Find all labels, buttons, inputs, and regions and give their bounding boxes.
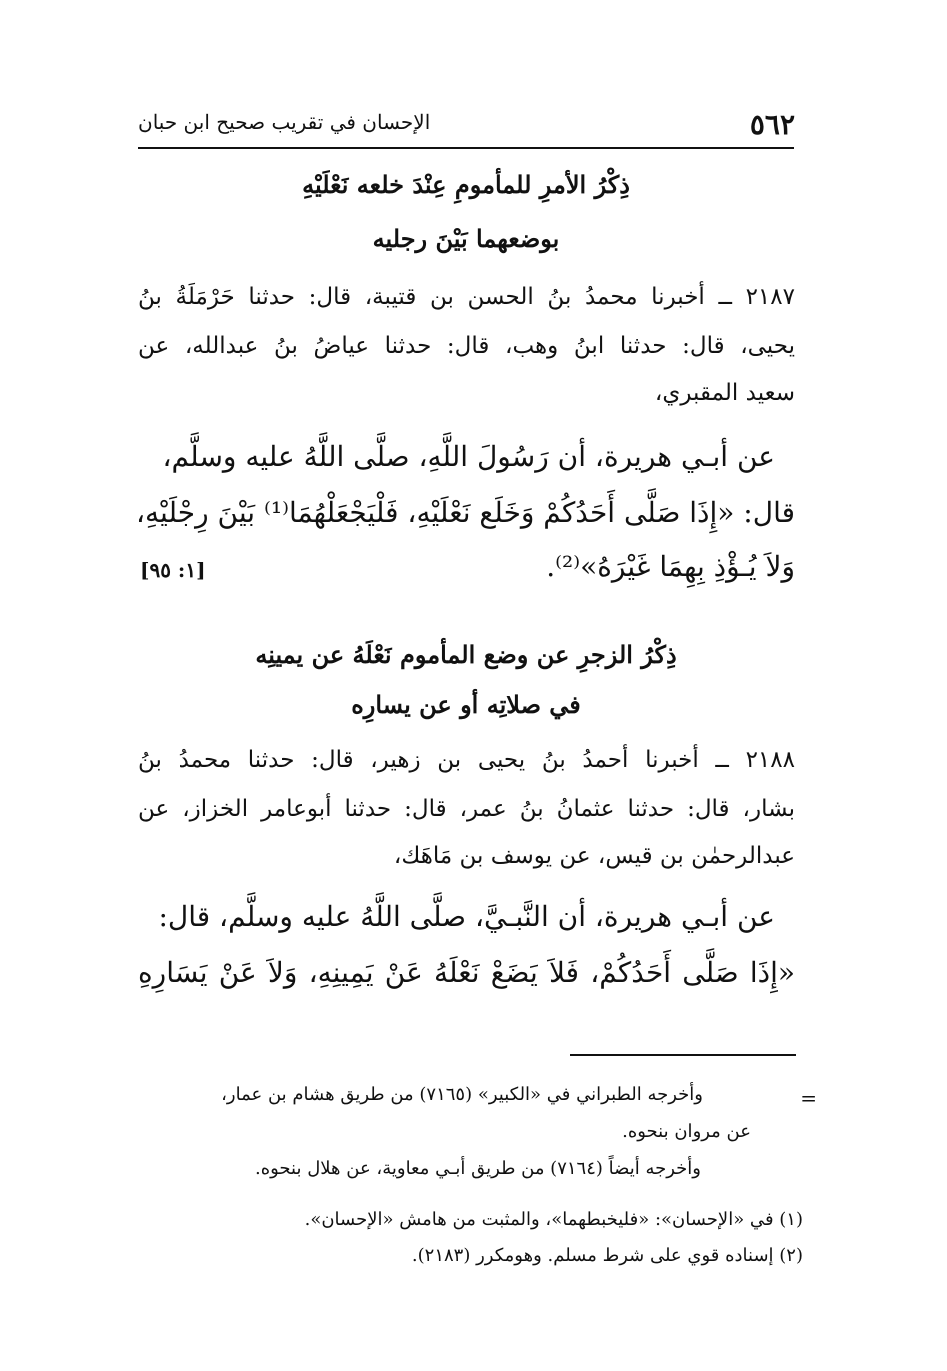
isnad-line: ٢١٨٧ ــ أخبرنا محمدُ بنُ الحسن بن قتيبة، قال: حدثنا حَرْمَلَةُ بنُ bbox=[138, 284, 795, 310]
section-subheading: بوضعهما بَيْنَ رجليه bbox=[372, 224, 560, 253]
volume-page-reference: [١: ٩٥] bbox=[140, 558, 206, 582]
section-subheading: في صلاتِه أو عن يسارِه bbox=[351, 690, 581, 719]
section-heading: ذِكْرُ الزجرِ عن وضع المأموم نَعْلَهُ عن يمينِه bbox=[255, 640, 677, 669]
footnote: (١) في «الإحسان»: «فليخبطهما»، والمثبت من هامش «الإحسان». bbox=[304, 1209, 803, 1230]
matn-line: عن أبـي هريرة، أن رَسُولَ اللَّهِ، صلَّى اللَّهُ عليه وسلَّم، bbox=[162, 440, 775, 473]
footnote-divider bbox=[570, 1054, 796, 1056]
isnad-line: يحيى، قال: حدثنا ابنُ وهب، قال: حدثنا عياضُ بنُ عبدالله، عن bbox=[138, 333, 795, 359]
footnote-continued-line: عن مروان بنحوه. bbox=[622, 1121, 751, 1142]
matn-line: وَلاَ يُـؤْذِ بِهِمَا غَيْرَهُ»⁽²⁾. bbox=[546, 550, 795, 583]
isnad-line: سعيد المقبري، bbox=[654, 380, 795, 406]
continuation-mark: = bbox=[800, 1086, 817, 1110]
page-number: ٥٦٢ bbox=[749, 108, 795, 141]
running-title: الإحسان في تقريب صحيح ابن حبان bbox=[138, 110, 431, 134]
isnad-line: ٢١٨٨ ــ أخبرنا أحمدُ بنُ يحيى بن زهير، قال: حدثنا محمدُ بنُ bbox=[138, 747, 795, 773]
isnad-line: عبدالرحمٰن بن قيس، عن يوسف بن مَاهَك، bbox=[393, 843, 795, 869]
matn-line: «إِذَا صَلَّى أَحَدُكُمْ، فَلاَ يَضَعْ نَعْلَهُ عَنْ يَمِينِهِ، وَلاَ عَنْ يَسَارِهِ bbox=[138, 956, 795, 989]
header-divider bbox=[138, 147, 794, 149]
footnote: (٢) إسناده قوي على شرط مسلم. وهومكرر (٢١٨٣). bbox=[411, 1245, 803, 1266]
isnad-line: بشار، قال: حدثنا عثمانُ بنُ عمر، قال: حدثنا أبوعامر الخزاز، عن bbox=[138, 796, 795, 822]
matn-line: قال: «إِذَا صَلَّى أَحَدُكُمْ وَخَلَع نَعْلَيْهِ، فَلْيَجْعَلْهُمَا⁽¹⁾ بَيْنَ رِجْلَيْهِ، bbox=[136, 496, 795, 529]
footnote-continued-line: وأخرجه أيضاً (٧١٦٤) من طريق أبـي معاوية، عن هلال بنحوه. bbox=[254, 1158, 701, 1179]
section-heading: ذِكْرُ الأمرِ للمأمومِ عِنْدَ خلعه نَعْلَيْهِ bbox=[302, 170, 630, 199]
matn-line: عن أبـي هريرة، أن النَّبـيَّ، صلَّى اللَّهُ عليه وسلَّم، قال: bbox=[158, 900, 775, 933]
footnote-continued-line: وأخرجه الطبراني في «الكبير» (٧١٦٥) من طريق هشام بن عمار، bbox=[221, 1084, 703, 1105]
